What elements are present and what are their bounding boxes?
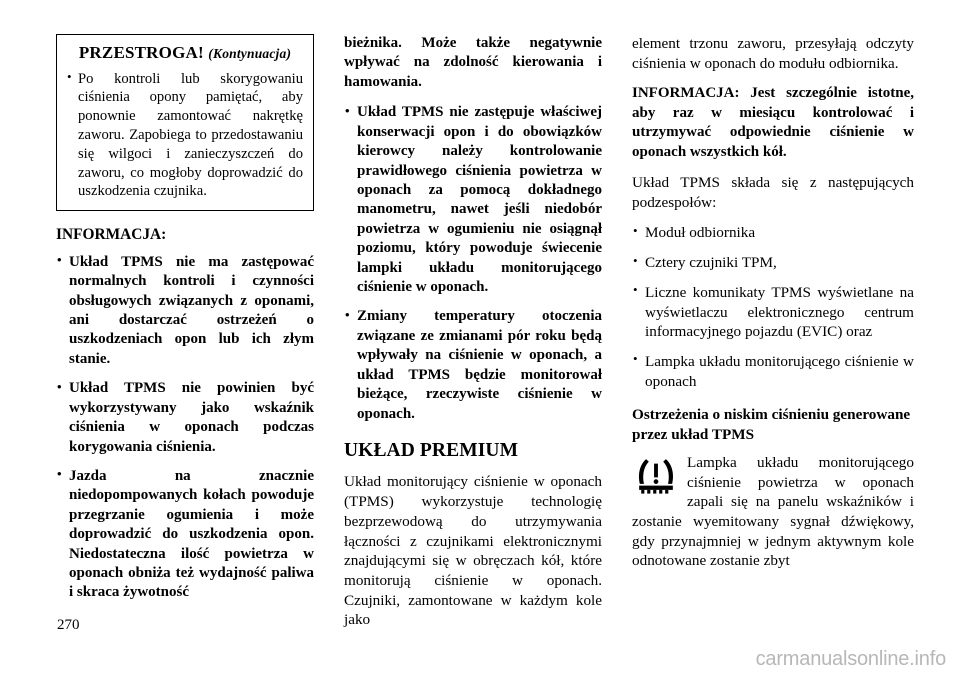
warnings-paragraph: Lampka układu monitorującego ciśnienie powietrza w oponach zapali się na panelu wskaźników i zostanie wyemitowany sygnał dźwiękowy, gdy przynajmniej w jednym aktywnym kole odnotowane zostanie zbyt bbox=[632, 453, 914, 570]
middle-info-list bbox=[344, 103, 602, 424]
list-item: • Moduł odbiornika bbox=[632, 223, 914, 243]
caution-item-list bbox=[67, 70, 303, 202]
list-item: • Układ TPMS nie powinien być wykorzystywany jako wskaźnik ciśnienia w oponach podczas korygowania ciśnienia. bbox=[56, 379, 314, 457]
list-item: • Po kontroli lub skorygowaniu ciśnienia opony pamiętać, aby ponownie zamontować nakrętkę zaworu. Zapobiega to przedostawaniu się wilgoci i zanieczyszczeń do zaworu, co mogłoby doprowadzić do uszkodzenia czujnika. bbox=[67, 70, 303, 202]
section-heading-uklad-premium: UKŁAD PREMIUM bbox=[344, 440, 519, 462]
section-paragraph: Układ monitorujący ciśnienie w oponach (TPMS) wykorzystuje technologię bezprzewodową do utrzymywania łączności z czujnikami elektronicznymi znajdującymi się w obręczach kół, które monitorują ciśnienie w oponach. Czujniki, zamontowane w każdym kole jako bbox=[344, 473, 602, 629]
informacja-paragraph: INFORMACJA: Jest szczególnie istotne, aby raz w miesiącu kontrolować i utrzymywać odpowiednie ciśnienie w oponach wszystkich kół. bbox=[632, 85, 914, 160]
list-item: • Liczne komunikaty TPMS wyświetlane na wyświetlaczu elektronicznego centrum informacyjnego pojazdu (EVIC) oraz bbox=[632, 283, 914, 342]
list-item: • Układ TPMS nie ma zastępować normalnych kontroli i czynności obsługowych związanych z oponami, ani dostarczać ostrzeżeń o uszkodzeniach opon lub ich złym stanie. bbox=[56, 253, 314, 370]
caution-box-title bbox=[67, 43, 303, 63]
continued-paragraph: element trzonu zaworu, przesyłają odczyty ciśnienia w oponach do modułu odbiornika. bbox=[632, 35, 914, 72]
warning-icon-paragraph-block bbox=[632, 453, 914, 571]
tpms-low-pressure-warning-icon bbox=[634, 456, 678, 496]
column-right bbox=[632, 34, 914, 630]
warnings-subheading: Ostrzeżenia o niskim ciśnieniu generowane przez układ TPMS bbox=[632, 406, 911, 443]
three-column-layout bbox=[56, 34, 922, 630]
list-item: • Zmiany temperatury otoczenia związane ze zmianami pór roku będą wpływały na ciśnienie w oponach, a układ TPMS będzie monitorował bieżące, rzeczywiste ciśnienie w oponach. bbox=[344, 307, 602, 424]
page-number: 270 bbox=[57, 617, 80, 633]
continued-paragraph: bieżnika. Może także negatywnie wpływać na zdolność kierowania i hamowania. bbox=[344, 35, 602, 90]
watermark: carmanualsonline.info bbox=[755, 648, 946, 670]
list-item: • Cztery czujniki TPM, bbox=[632, 253, 914, 273]
components-intro-paragraph: Układ TPMS składa się z następujących podzespołów: bbox=[632, 174, 914, 211]
list-item: • Jazda na znacznie niedopompowanych kołach powoduje przegrzanie ogumienia i może doprowadzić do uszkodzenia opon. Niedostateczna ilość powietrza w oponach obniża też wydajność paliwa i skraca żywotność bbox=[56, 467, 314, 603]
caution-title-text: PRZESTROGA! bbox=[78, 43, 204, 62]
column-middle bbox=[344, 34, 602, 630]
caution-title-continued: (Kontynuacja) bbox=[208, 46, 292, 61]
list-item: • Lampka układu monitorującego ciśnienie w oponach bbox=[632, 352, 914, 391]
components-list bbox=[632, 223, 914, 391]
list-item: • Układ TPMS nie zastępuje właściwej konserwacji opon i do obowiązków kierowcy należy kontrolowanie prawidłowego ciśnienia powietrza w oponach za pomocą dokładnego manometru, nawet jeśli niedobór powietrza w ogumieniu nie osiągnął poziomu, który powoduje świecenie lampki układu monitorującego ciśnienie w oponach. bbox=[344, 103, 602, 297]
column-left bbox=[56, 34, 314, 630]
informacja-heading: INFORMACJA: bbox=[56, 226, 167, 244]
caution-box bbox=[56, 34, 314, 211]
left-info-list bbox=[56, 253, 314, 603]
